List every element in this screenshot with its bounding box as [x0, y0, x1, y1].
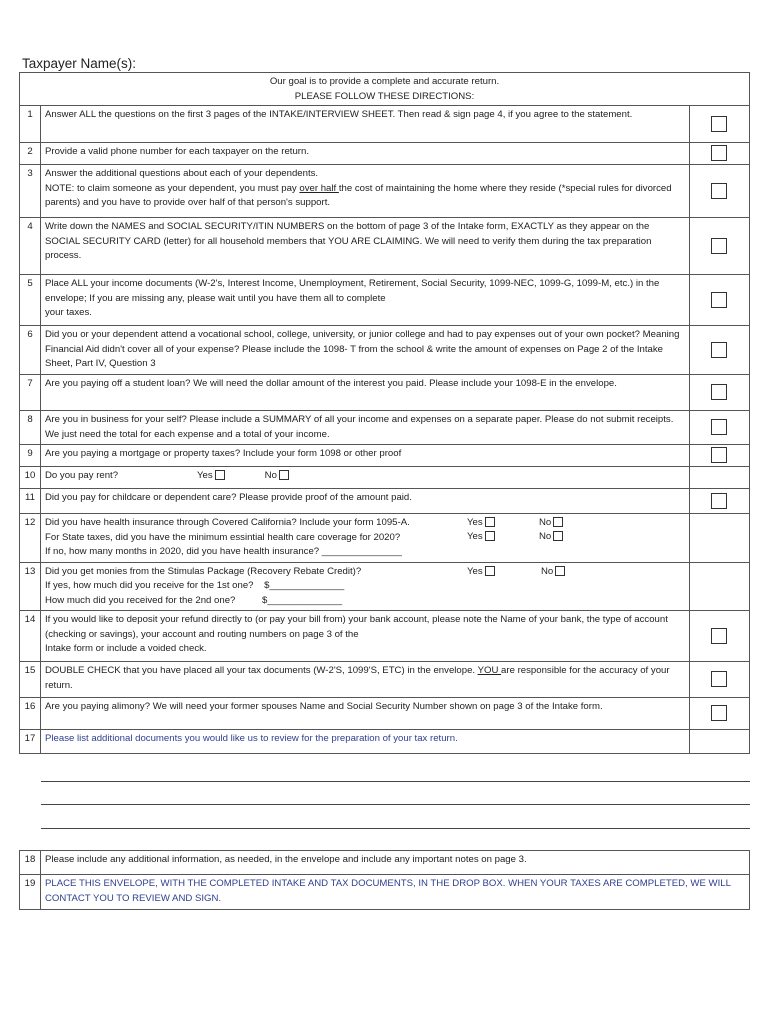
row-text-line: For State taxes, did you have the minimum essintial health care coverage for 2020?: [45, 531, 401, 543]
row-number: 18: [20, 851, 41, 875]
row-text: Write down the NAMES and SOCIAL SECURITY/ITIN NUMBERS on the bottom of page 3 of the Intake form, EXACTLY as they appear on the SOCIAL SECURITY CARD (letter) for all household members that YOU ARE CLAIMING. We will need to verify them during the tax preparation process.: [41, 218, 690, 275]
writing-line[interactable]: [41, 828, 750, 829]
writing-line[interactable]: [41, 781, 750, 782]
checkbox[interactable]: [711, 447, 727, 463]
row-text: Provide a valid phone number for each taxpayer on the return.: [41, 143, 690, 165]
checkbox[interactable]: [711, 384, 727, 400]
row-text-line: If you would like to deposit your refund directly to (or pay your bill from) your bank account, please note the Name of your bank, the type of account (checking or savings), your account and routing numbers on page 3 of the: [45, 614, 668, 640]
row-number: 6: [20, 326, 41, 375]
row-text: [41, 514, 690, 563]
checklist-row: [20, 562, 750, 611]
row-number: 8: [20, 411, 41, 445]
row-text: PLACE THIS ENVELOPE, WITH THE COMPLETED INTAKE AND TAX DOCUMENTS, IN THE DROP BOX. WHEN YOUR TAXES ARE COMPLETED, WE WILL CONTACT YOU TO REVIEW AND SIGN.: [41, 875, 750, 910]
checklist-row: [20, 375, 750, 411]
row-text-line: your taxes.: [45, 307, 92, 318]
header-row: [20, 73, 750, 106]
row-text: [41, 562, 690, 611]
checkbox[interactable]: [711, 628, 727, 644]
checklist-row: [20, 275, 750, 326]
no-label: No: [539, 517, 552, 528]
checklist-row: [20, 106, 750, 143]
checklist-row: [20, 489, 750, 514]
row-text: Please list additional documents you would like us to review for the preparation of your tax return.: [41, 730, 690, 754]
row-text-line: If no, how many months in 2020, did you have health insurance? _______________: [45, 546, 402, 557]
row-text-line: Did you get monies from the Stimulas Package (Recovery Rebate Credit)?: [45, 565, 362, 577]
closing-table: [19, 850, 750, 910]
checklist-row: [20, 514, 750, 563]
row-text-line: Did you have health insurance through Covered California? Include your form 1095-A.: [45, 517, 410, 528]
row-text-part: NOTE: to claim someone as your dependent, you must pay: [45, 182, 300, 194]
taxpayer-name-label: Taxpayer Name(s):: [22, 56, 137, 71]
row-text: Did you pay for childcare or dependent care? Please provide proof of the amount paid.: [41, 489, 690, 514]
no-checkbox[interactable]: [553, 531, 563, 541]
rent-no-checkbox[interactable]: [279, 470, 289, 480]
row-text: Are you paying off a student loan? We will need the dollar amount of the interest you paid. Please include your 1098-E in the envelope.: [41, 375, 690, 411]
checklist-row: [20, 611, 750, 662]
row-text-line: Answer the additional questions about each of your dependents.: [45, 168, 319, 179]
row-number: 9: [20, 445, 41, 467]
checkbox[interactable]: [711, 292, 727, 308]
row-number: 14: [20, 611, 41, 662]
checkbox[interactable]: [711, 705, 727, 721]
underlined-text: YOU: [477, 665, 502, 676]
rent-no-label: No: [264, 470, 277, 481]
row-text-line: Place ALL your income documents (W-2's, Interest Income, Unemployment, Retirement, Social Security, 1099-NEC, 1099-G, 1099-M, etc.) in the envelope; If you are missing any, please wait until you have them all to complete: [45, 278, 660, 304]
row-number: 7: [20, 375, 41, 411]
no-label: No: [541, 565, 554, 577]
rent-yes-label: Yes: [197, 470, 213, 481]
row-number: 3: [20, 165, 41, 218]
row-number: 10: [20, 467, 41, 489]
row-text: Did you or your dependent attend a vocational school, college, university, or junior college and had to pay expenses out of your own pocket? Meaning Financial Aid didn't cover all of your expense? Please include the 1098- T from the school & write the amount of expenses on Page 2 of the Intake Sheet, Part IV, Question 3: [41, 326, 690, 375]
row-text: Please include any additional information, as needed, in the envelope and include any important notes on page 3.: [41, 851, 750, 875]
no-label: No: [539, 531, 552, 542]
yes-checkbox[interactable]: [485, 566, 495, 576]
row-text: [41, 611, 690, 662]
directions-text: PLEASE FOLLOW THESE DIRECTIONS:: [294, 90, 475, 102]
no-checkbox[interactable]: [553, 517, 563, 527]
yes-checkbox[interactable]: [485, 517, 495, 527]
row-text: Answer ALL the questions on the first 3 pages of the INTAKE/INTERVIEW SHEET. Then read & sign page 4, if you agree to the statement.: [41, 106, 690, 143]
row-text: [41, 662, 690, 698]
checklist-row: [20, 411, 750, 445]
row-number: 19: [20, 875, 41, 910]
row-text: [41, 165, 690, 218]
checkbox[interactable]: [711, 238, 727, 254]
row-number: 4: [20, 218, 41, 275]
yes-label: Yes: [467, 517, 483, 528]
row-text: [41, 275, 690, 326]
row-number: 5: [20, 275, 41, 326]
row-number: 2: [20, 143, 41, 165]
checklist-row: [20, 218, 750, 275]
checklist-table: [19, 72, 750, 754]
row-number: 15: [20, 662, 41, 698]
checkbox[interactable]: [711, 116, 727, 132]
checkbox[interactable]: [711, 342, 727, 358]
rent-yes-checkbox[interactable]: [215, 470, 225, 480]
row-text-line: How much did you received for the 2nd one? $______________: [45, 594, 343, 606]
checkbox[interactable]: [711, 145, 727, 161]
checklist-row: [20, 851, 750, 875]
yes-label: Yes: [467, 531, 483, 542]
checklist-row: [20, 467, 750, 489]
checkbox[interactable]: [711, 493, 727, 509]
row-number: 11: [20, 489, 41, 514]
checkbox[interactable]: [711, 419, 727, 435]
row-text-part: are responsible for the accuracy of your return.: [45, 665, 670, 691]
row-text-part: DOUBLE CHECK that you have placed all your tax documents (W-2'S, 1099'S, ETC) in the envelope.: [45, 665, 478, 676]
row-number: 13: [20, 562, 41, 611]
row-text-part: the cost of maintaining the home where they reside (*special rules for divorced parents) and you have to provide over half of that person's support.: [45, 182, 672, 208]
checklist-row: [20, 730, 750, 754]
row-text: Are you paying a mortgage or property taxes? Include your form 1098 or other proof: [41, 445, 690, 467]
row-text-line: Intake form or include a voided check.: [45, 643, 207, 654]
row-number: 1: [20, 106, 41, 143]
row-number: 17: [20, 730, 41, 754]
row-number: 12: [20, 514, 41, 563]
directions-header: [20, 73, 750, 106]
underlined-text: over half: [299, 182, 339, 194]
checklist-row: [20, 326, 750, 375]
rent-question: Do you pay rent?: [45, 470, 119, 481]
yes-checkbox[interactable]: [485, 531, 495, 541]
checklist-row: [20, 445, 750, 467]
row-text: Are you paying alimony? We will need your former spouses Name and Social Security Number shown on page 3 of the Intake form.: [41, 698, 690, 730]
yes-label: Yes: [467, 565, 483, 577]
checklist-row: [20, 143, 750, 165]
checkbox[interactable]: [711, 183, 727, 199]
goal-text: Our goal is to provide a complete and accurate return.: [269, 76, 500, 87]
checkbox[interactable]: [711, 671, 727, 687]
checklist-row: [20, 698, 750, 730]
row-text: [41, 467, 690, 489]
row-text: Are you in business for your self? Please include a SUMMARY of all your income and expenses on a separate paper. Please do not submit receipts. We just need the total for each expense and a total of your income.: [41, 411, 690, 445]
checklist-row: [20, 875, 750, 910]
checklist-row: [20, 165, 750, 218]
row-number: 16: [20, 698, 41, 730]
checklist-row: [20, 662, 750, 698]
no-checkbox[interactable]: [555, 566, 565, 576]
row-text-line: If yes, how much did you receive for the 1st one? $______________: [45, 580, 345, 591]
writing-line[interactable]: [41, 804, 750, 805]
